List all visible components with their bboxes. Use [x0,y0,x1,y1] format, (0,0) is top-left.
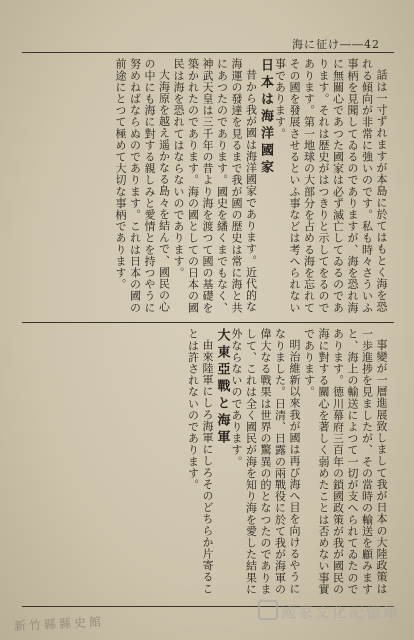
upper-text-block [22,58,388,316]
section-heading: 日本は海洋國家 [258,58,273,177]
paragraph: 事變が一層進展致しまして我が日本の大陸政策は一歩進捗を見ましたが、その當時の輸送を顧みますと、海上の輸送によつて一切が支へられてゐたのであります。德川幕府三百年の鎖國政策が我が國民の海に對する關心を著しく弱めたことは否めない事實であります。 [302,328,388,595]
paragraph: 大海原を越え遥かなる島々を結んで、國民の心の中にも海に對する親しみと愛情とを持つやうに努めねばならぬのであります。これは日本の國の前途にとつて極めて大切な事柄であります。 [114,58,171,314]
watermark [258,600,400,622]
paragraph: 由來陸軍にしろ海軍にしろそのどちらか片寄ることは許されないのであります。 [186,328,214,595]
paragraph: 話は一寸ずれますが本島に於てはもとく海を恐れる傾向が非常に強いのです。私も時々さういふ事柄を見聞してゐるのでありますが、海を恐れ海に無關心であつた國家は必ず滅亡してゐるのであります。それは歴史がはつきりと示してをるのであります。第一地球の大部分を占める海を忘れてその國を發展させるといふ事などは考へられない事であります。 [273,58,388,314]
section-heading: 大東亞戰と海軍 [214,328,230,447]
lower-text-block [22,328,388,600]
mid-rule [22,322,394,323]
paragraph: 昔から我が國は海洋國家であります。近代的な海運の發達を見るまで我が國の歴史は常に海と共にあつたのであります。國史を繙くまでもなく、神武天皇は三千年の昔より海を渡つて國の基礎を築かれたのであります。海の國としての日本の國民は海を恐れてはならないのであります。 [172,58,258,314]
watermark-text: 國家文化記憶庫 [280,603,400,621]
archive-stamp: 新竹縣縣史館 [13,614,105,634]
archive-logo-icon [258,600,278,620]
paragraph: 明治維新以來我が國は再び海へ目を向けるやうになりました。日清、日露の兩戰役に於て我が海軍の偉大なる戰果は世界の驚異の的となつたのでありまして、これは全く國民が海を知り海を愛した結果に外ならないのであります。 [230,328,301,595]
running-head: 海に征け――42 [292,38,380,51]
top-rule [22,52,394,53]
